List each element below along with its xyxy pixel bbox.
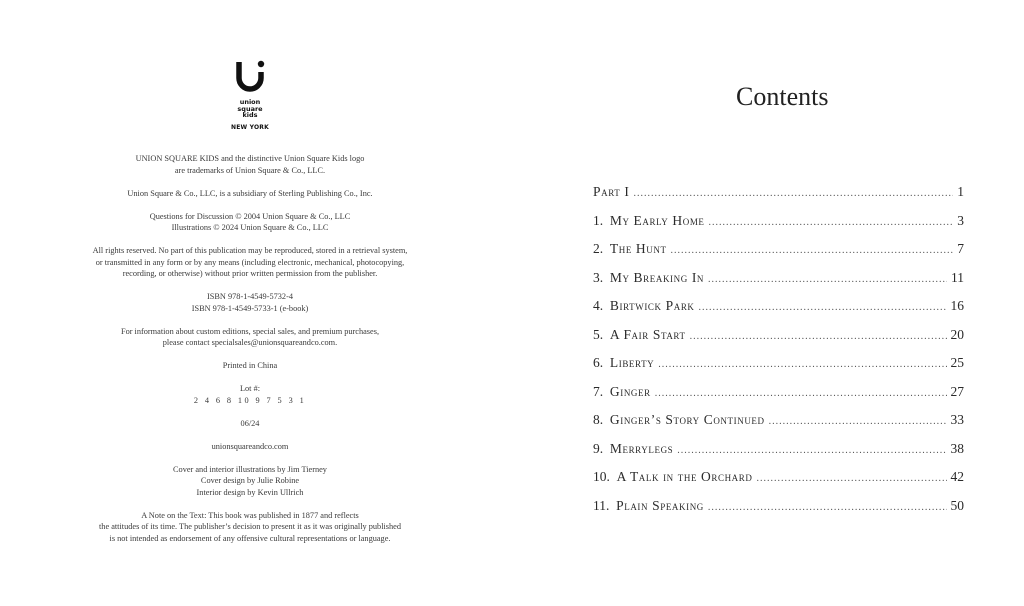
design-credits: Cover and interior illustrations by Jim Tierney Cover design by Julie Robine Interior design by Kevin Ullrich xyxy=(173,464,327,497)
table-of-contents xyxy=(593,184,964,526)
toc-entry: 10. A Talk in the Orchard ..... 42 xyxy=(593,469,964,498)
contents-title: Contents xyxy=(736,82,829,111)
toc-entry: 2. The Hunt ..... 7 xyxy=(593,241,964,270)
leader-dots xyxy=(709,217,954,228)
special-sales-info: For information about custom editions, special sales, and premium purchases, please contact specialsales@unionsquareandco.com. xyxy=(120,326,380,347)
toc-entry: 4. Birtwick Park ..... 16 xyxy=(593,298,964,327)
leader-dots xyxy=(633,188,953,199)
toc-entry: 3. My Breaking In ..... 11 xyxy=(593,270,964,299)
toc-entry: 8. Ginger’s Story Continued ..... 33 xyxy=(593,412,964,441)
toc-entry: 1. My Early Home ..... 3 xyxy=(593,213,964,242)
leader-dots xyxy=(756,473,946,484)
publisher-logo xyxy=(220,58,280,138)
logo-city: NEW YORK xyxy=(231,123,269,131)
website: unionsquareandco.com xyxy=(211,441,289,451)
leader-dots xyxy=(655,388,947,399)
toc-entry: 6. Liberty ..... 25 xyxy=(593,355,964,384)
subsidiary-notice: Union Square & Co., LLC, is a subsidiary of Sterling Publishing Co., Inc. xyxy=(127,188,373,198)
isbn-block: ISBN 978-1-4549-5732-4 ISBN 978-1-4549-5733-1 (e-book) xyxy=(191,292,309,313)
leader-dots xyxy=(671,245,954,256)
toc-entry: 9. Merrylegs ..... 38 xyxy=(593,441,964,470)
printed-in: Printed in China xyxy=(222,361,278,370)
union-square-kids-logo-icon xyxy=(233,58,267,96)
toc-entry: Part I ..... 1 xyxy=(593,184,964,213)
leader-dots xyxy=(699,302,947,313)
copyright-notice: Questions for Discussion © 2004 Union Square & Co., LLC Illustrations © 2024 Union Square & Co., LLC xyxy=(149,211,351,232)
date-code: 06/24 xyxy=(240,418,260,428)
leader-dots xyxy=(690,331,947,342)
trademark-notice: UNION SQUARE KIDS and the distinctive Union Square Kids logo are trademarks of Union Square & Co., LLC. xyxy=(135,154,365,175)
leader-dots xyxy=(769,416,947,427)
logo-wordmark: union square kids xyxy=(237,98,263,119)
lot-number: Lot #: 2 4 6 8 10 9 7 5 3 1 xyxy=(193,384,307,405)
leader-dots xyxy=(658,359,946,370)
rights-notice: All rights reserved. No part of this publication may be reproduced, stored in a retrieval system, or transmitted in any form or by any means (including electronic, mechanical, photocopying, recording, or otherwise) without prior written permission from the publisher. xyxy=(92,246,408,278)
toc-entry: 7. Ginger ..... 27 xyxy=(593,384,964,413)
leader-dots xyxy=(708,502,947,513)
leader-dots xyxy=(677,445,946,456)
note-on-text: A Note on the Text: This book was published in 1877 and reflects the attitudes of its time. The publisher’s decision to present it as it was originally published is not intended as endorsement of any offensive cultural representations or language. xyxy=(98,510,402,543)
leader-dots xyxy=(708,274,947,285)
toc-entry: 5. A Fair Start ..... 20 xyxy=(593,327,964,356)
copyright-text xyxy=(60,153,440,556)
toc-entry: 11. Plain Speaking ..... 50 xyxy=(593,498,964,527)
